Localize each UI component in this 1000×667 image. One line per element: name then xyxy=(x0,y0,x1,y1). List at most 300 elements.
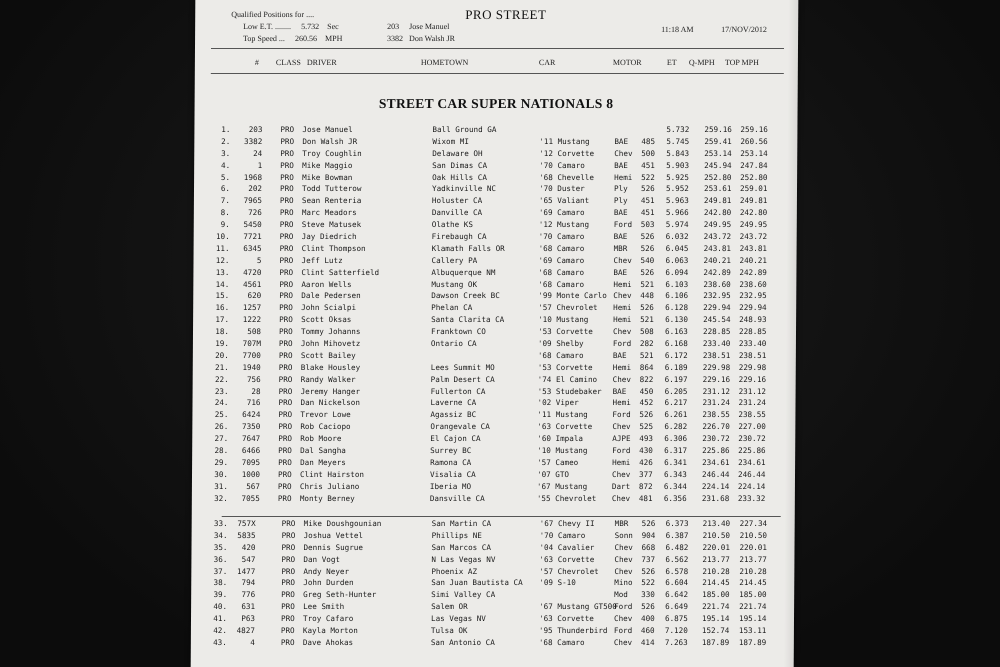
cell-class: PRO xyxy=(281,519,296,528)
cell-motor-make: Ford xyxy=(612,446,631,456)
cell-et: 6.317 xyxy=(664,446,688,456)
cell-et: 5.963 xyxy=(665,196,689,206)
cell-q-mph: 229.94 xyxy=(703,303,731,313)
cell-car-number: 794 xyxy=(241,578,256,588)
cell-hometown: Danville CA xyxy=(431,208,483,218)
cell-motor-make: BAE xyxy=(613,267,628,277)
cell-class: PRO xyxy=(278,446,292,456)
cell-motor-make: Chev xyxy=(614,542,633,552)
cell-et: 6.642 xyxy=(665,590,689,600)
cell-q-mph: 246.44 xyxy=(701,469,730,479)
cell-car: '57 Chevrolet xyxy=(538,303,598,313)
cell-q-mph: 243.72 xyxy=(703,232,732,242)
cell-et: 6.875 xyxy=(664,614,688,624)
cell-et: 5.732 xyxy=(666,125,690,134)
cell-position: 9. xyxy=(220,220,230,230)
cell-hometown: Holuster CA xyxy=(431,196,483,206)
cell-motor-size: 481 xyxy=(638,493,653,503)
print-date: 17/NOV/2012 xyxy=(721,25,767,34)
cell-motor-size: 377 xyxy=(638,469,653,479)
cell-top-mph: 187.89 xyxy=(738,637,767,647)
cell-class: PRO xyxy=(281,602,295,612)
cell-driver: Rob Caciopo xyxy=(300,422,351,432)
cell-hometown: Laverne CA xyxy=(430,398,477,408)
cell-position: 12. xyxy=(215,255,230,265)
cell-motor-size: 452 xyxy=(639,398,654,408)
cell-q-mph: 210.28 xyxy=(702,566,730,576)
cell-car-number: 24 xyxy=(253,148,263,158)
cell-q-mph: 243.81 xyxy=(703,243,732,253)
cell-hometown: Firebaugh CA xyxy=(431,232,487,242)
cell-car: '53 Studebaker xyxy=(537,386,602,396)
cell-car-number: 6424 xyxy=(242,410,261,420)
cell-et: 6.189 xyxy=(664,362,688,372)
table-row xyxy=(192,458,795,470)
cell-q-mph: 245.54 xyxy=(703,315,731,325)
table-row xyxy=(193,387,796,399)
cell-car-number: 5835 xyxy=(237,530,256,540)
cell-motor-size: 521 xyxy=(640,315,654,325)
cell-top-mph: 238.55 xyxy=(738,410,766,420)
low-et-car: 203 xyxy=(387,22,400,31)
cell-motor-make: Chev xyxy=(613,255,632,265)
table-row xyxy=(193,351,796,363)
table-row xyxy=(193,315,796,327)
cell-car-number: 620 xyxy=(247,291,262,301)
table-row xyxy=(193,303,796,315)
cell-motor-size: 330 xyxy=(641,590,655,600)
table-row xyxy=(194,184,797,196)
cell-top-mph: 238.51 xyxy=(738,350,767,360)
cell-motor-make: Ford xyxy=(614,602,633,612)
table-row xyxy=(191,578,794,590)
cell-q-mph: 185.00 xyxy=(702,590,730,600)
cell-et: 6.306 xyxy=(664,434,688,444)
cell-hometown: Delaware OH xyxy=(432,148,483,158)
cell-class: PRO xyxy=(281,566,296,576)
cell-motor-size: 500 xyxy=(641,148,656,158)
cell-hometown: San Antonio CA xyxy=(430,637,495,647)
cell-class: PRO xyxy=(280,626,295,636)
cell-position: 27. xyxy=(214,434,229,444)
cell-q-mph: 226.70 xyxy=(702,422,730,432)
cell-motor-size: 485 xyxy=(641,136,656,146)
low-et-driver: Jose Manuel xyxy=(409,22,450,31)
cell-q-mph: 259.16 xyxy=(704,125,732,134)
cell-motor-size: 526 xyxy=(641,566,656,576)
cell-car-number: 7965 xyxy=(243,196,262,206)
cell-driver: Marc Meadors xyxy=(301,208,357,218)
cell-driver: Andy Neyer xyxy=(303,566,350,576)
cell-motor-make: Hemi xyxy=(613,315,632,325)
cell-class: PRO xyxy=(279,291,294,301)
cell-class: PRO xyxy=(279,279,294,289)
cell-car: '57 Chevrolet xyxy=(539,566,599,576)
cell-hometown: Albuquerque NM xyxy=(431,267,496,277)
cell-q-mph: 238.51 xyxy=(702,350,731,360)
cell-top-mph: 233.40 xyxy=(738,339,767,349)
cell-q-mph: 152.74 xyxy=(701,626,730,636)
cell-car-number: 776 xyxy=(241,590,256,600)
cell-q-mph: 249.81 xyxy=(703,196,732,206)
table-row xyxy=(194,232,797,244)
cell-class: PRO xyxy=(279,184,294,194)
cell-driver: Blake Housley xyxy=(300,362,361,372)
cell-et: 6.103 xyxy=(665,279,689,289)
cell-car: '68 Camaro xyxy=(538,279,585,289)
low-et-label: Low E.T. ........ xyxy=(243,22,292,31)
cell-driver: Randy Walker xyxy=(300,374,356,384)
cell-driver: Monty Berney xyxy=(299,493,355,503)
cell-car-number: 5 xyxy=(256,255,262,265)
cell-car-number: 7055 xyxy=(241,493,260,503)
cell-motor-make: Ford xyxy=(612,339,632,349)
cell-position: 39. xyxy=(213,590,228,600)
cell-hometown: Salem OR xyxy=(431,602,468,612)
table-row xyxy=(193,256,796,268)
cell-driver: Rob Moore xyxy=(300,434,342,444)
cell-hometown: Ontario CA xyxy=(430,339,477,349)
top-speed-driver: Don Walsh JR xyxy=(409,34,455,43)
table-row xyxy=(194,149,797,161)
cell-top-mph: 227.34 xyxy=(739,519,768,528)
cell-class: PRO xyxy=(279,196,294,206)
cell-q-mph: 238.55 xyxy=(702,410,730,420)
cell-top-mph: 246.44 xyxy=(737,469,766,479)
cell-driver: Jose Manuel xyxy=(302,125,353,134)
cell-car: '68 Chevelle xyxy=(539,172,594,182)
cell-hometown: El Cajon CA xyxy=(430,434,481,444)
cell-hometown: San Juan Bautista CA xyxy=(431,578,523,588)
cell-motor-size: 450 xyxy=(639,386,654,396)
cell-class: PRO xyxy=(280,125,295,134)
cell-motor-make: Chev xyxy=(611,493,631,503)
cell-car-number: 1000 xyxy=(241,469,261,479)
cell-motor-size: 522 xyxy=(641,578,656,588)
cell-q-mph: 249.95 xyxy=(703,220,732,230)
cell-driver: John Scialpi xyxy=(301,303,357,313)
cell-motor-make: BAE xyxy=(612,386,627,396)
cell-class: PRO xyxy=(278,374,293,384)
cell-top-mph: 210.50 xyxy=(739,530,768,540)
cell-top-mph: 228.85 xyxy=(738,327,767,337)
cell-driver: Aaron Wells xyxy=(301,279,352,289)
table-row xyxy=(192,434,795,446)
cell-motor-make: Ply xyxy=(613,196,628,206)
cell-position: 30. xyxy=(214,469,229,479)
cell-motor-make: Chev xyxy=(614,148,633,158)
cell-car: '70 Camaro xyxy=(539,160,585,170)
cell-motor-size: 668 xyxy=(641,542,656,552)
cell-motor-make: AJPE xyxy=(612,434,631,444)
cell-et: 6.373 xyxy=(665,519,689,528)
table-row xyxy=(193,375,796,387)
cell-motor-make: Ford xyxy=(613,626,633,636)
cell-top-mph: 252.80 xyxy=(740,172,768,182)
cell-car-number: 203 xyxy=(248,125,263,134)
table-row xyxy=(193,268,796,280)
table-row xyxy=(192,446,795,458)
table-row xyxy=(192,519,795,531)
cell-class: PRO xyxy=(277,469,292,479)
cell-car-number: 6345 xyxy=(243,243,262,253)
cell-driver: John Mihovetz xyxy=(300,339,361,349)
cell-hometown: Agassiz BC xyxy=(430,410,477,420)
cell-q-mph: 231.12 xyxy=(702,386,731,396)
cell-et: 5.903 xyxy=(666,160,690,170)
cell-car: '57 Cameo xyxy=(537,457,579,467)
cell-motor-make: BAE xyxy=(614,160,628,170)
cell-driver: Steve Matusek xyxy=(301,220,362,230)
cell-motor-make: BAE xyxy=(613,208,628,218)
cell-motor-make: MBR xyxy=(614,519,629,528)
cell-car: '68 Camaro xyxy=(538,243,585,253)
col-topmph: TOP MPH xyxy=(724,58,759,67)
cell-top-mph: 224.14 xyxy=(737,481,766,491)
cell-hometown: Yadkinville NC xyxy=(431,184,497,194)
cell-hometown: Las Vegas NV xyxy=(430,614,486,624)
cell-q-mph: 233.40 xyxy=(702,339,731,349)
cell-driver: Clint Hairston xyxy=(299,469,365,479)
cell-position: 31. xyxy=(214,481,228,491)
cell-motor-make: Hemi xyxy=(613,279,632,289)
cell-et: 6.106 xyxy=(665,291,689,301)
cell-motor-size: 526 xyxy=(640,232,655,242)
cell-car: '68 Camaro xyxy=(537,350,584,360)
cell-motor-size: 904 xyxy=(641,530,656,540)
cell-motor-make: BAE xyxy=(614,136,629,146)
cell-position: 24. xyxy=(214,398,229,408)
cell-position: 32. xyxy=(214,493,228,503)
cell-q-mph: 253.61 xyxy=(703,184,732,194)
cell-hometown: Lees Summit MO xyxy=(430,362,495,372)
cell-position: 26. xyxy=(214,422,229,432)
cell-motor-make: Mino xyxy=(614,578,633,588)
cell-top-mph: 229.16 xyxy=(738,374,767,384)
cell-car-number: 4561 xyxy=(243,279,262,289)
cell-driver: Kayla Morton xyxy=(302,626,358,636)
cell-car: '53 Corvette xyxy=(537,327,593,337)
cell-driver: Scott Oksas xyxy=(301,315,352,325)
cell-q-mph: 242.89 xyxy=(703,267,731,277)
cell-driver: Dale Pedersen xyxy=(301,291,361,301)
cell-et: 6.168 xyxy=(664,339,688,349)
cell-driver: Trevor Lowe xyxy=(300,410,351,420)
cell-et: 6.063 xyxy=(665,255,689,265)
cell-driver: Dennis Sugrue xyxy=(303,542,363,552)
cell-top-mph: 153.11 xyxy=(738,626,767,636)
cell-et: 6.261 xyxy=(664,410,688,420)
cell-hometown: San Marcos CA xyxy=(431,542,491,552)
cell-top-mph: 221.74 xyxy=(739,602,767,612)
cell-et: 6.341 xyxy=(664,457,687,467)
cell-et: 6.282 xyxy=(664,422,688,432)
cell-top-mph: 231.24 xyxy=(738,398,766,408)
cell-top-mph: 234.61 xyxy=(738,457,766,467)
cell-car-number: 508 xyxy=(247,327,262,337)
cell-top-mph: 229.98 xyxy=(738,362,767,372)
cell-motor-size: 526 xyxy=(639,410,654,420)
cell-class: PRO xyxy=(281,578,296,588)
table-row xyxy=(194,137,797,149)
top-speed-line xyxy=(231,33,455,45)
cell-car-number: 4720 xyxy=(243,267,262,277)
cell-class: PRO xyxy=(278,339,293,349)
low-et-unit: Sec xyxy=(327,22,339,31)
cell-motor-make: Chev xyxy=(613,291,632,301)
table-row xyxy=(192,531,795,543)
cell-position: 8. xyxy=(220,208,230,218)
cell-hometown: Simi Valley CA xyxy=(431,590,496,600)
cell-car-number: 4 xyxy=(250,637,255,647)
cell-hometown: Mustang OK xyxy=(431,279,478,289)
cell-position: 21. xyxy=(215,362,229,372)
cell-motor-size: 460 xyxy=(640,626,655,636)
cell-car-number: 7647 xyxy=(241,434,261,444)
cell-top-mph: 248.93 xyxy=(739,315,767,325)
cell-car-number: 1 xyxy=(257,160,263,170)
cell-motor-make: Hemi xyxy=(612,398,631,408)
cell-motor-size: 521 xyxy=(640,279,655,289)
cell-position: 20. xyxy=(215,350,229,360)
cell-car-number: 707M xyxy=(242,339,261,349)
cell-hometown: N Las Vegas NV xyxy=(431,554,496,564)
cell-car: '10 Mustang xyxy=(538,315,589,325)
cell-car: '12 Mustang xyxy=(538,220,590,230)
cell-position: 33. xyxy=(213,519,228,528)
cell-position: 4. xyxy=(220,160,231,170)
cell-motor-make: Ford xyxy=(612,410,631,420)
cell-top-mph: 210.28 xyxy=(739,566,767,576)
cell-hometown: Fullerton CA xyxy=(430,386,486,396)
cell-driver: Mike Bowman xyxy=(302,172,353,182)
table-row xyxy=(191,567,794,579)
cell-car-number: 1257 xyxy=(242,303,262,313)
cell-et: 5.925 xyxy=(666,172,689,182)
cell-q-mph: 220.01 xyxy=(702,542,730,552)
cell-et: 6.205 xyxy=(664,386,688,396)
table-row xyxy=(193,327,796,339)
cell-top-mph: 249.95 xyxy=(739,220,768,230)
table-row xyxy=(191,555,794,567)
cell-hometown: Franktown CO xyxy=(430,327,486,337)
col-num: # xyxy=(254,58,259,67)
cell-class: PRO xyxy=(280,637,295,647)
table-row xyxy=(191,638,794,650)
table-row xyxy=(194,208,797,220)
cell-car-number: P63 xyxy=(241,614,256,624)
qualifier-cutoff-rule xyxy=(222,516,781,517)
cell-motor-size: 540 xyxy=(640,255,655,265)
cell-motor-make: Ply xyxy=(613,184,628,194)
table-row xyxy=(194,220,797,232)
cell-q-mph: 229.16 xyxy=(702,374,731,384)
cell-motor-size: 282 xyxy=(639,339,654,349)
cell-motor-make: Dart xyxy=(611,481,631,491)
cell-class: PRO xyxy=(280,614,295,624)
cell-top-mph: 232.95 xyxy=(739,291,767,301)
table-row xyxy=(192,410,795,422)
cell-et: 6.578 xyxy=(665,566,689,576)
cell-position: 40. xyxy=(213,602,228,612)
table-row xyxy=(191,614,794,626)
cell-q-mph: 225.86 xyxy=(702,446,730,456)
cell-q-mph: 228.85 xyxy=(702,327,731,337)
cell-class: PRO xyxy=(277,481,292,491)
cell-car-number: 7350 xyxy=(242,422,261,432)
cell-q-mph: 230.72 xyxy=(702,434,730,444)
cell-q-mph: 195.14 xyxy=(701,614,730,624)
cell-hometown: Iberia MO xyxy=(429,481,472,491)
cell-motor-size: 526 xyxy=(640,184,655,194)
cell-position: 14. xyxy=(215,279,230,289)
cell-motor-make: Mod xyxy=(614,590,628,600)
cell-top-mph: 213.77 xyxy=(739,554,767,564)
table-row xyxy=(194,125,797,137)
cell-driver: Greg Seth-Hunter xyxy=(303,590,377,600)
cell-et: 6.217 xyxy=(664,398,688,408)
cell-motor-size: 526 xyxy=(641,602,655,612)
cell-top-mph: 259.16 xyxy=(740,125,768,134)
cell-driver: Jay Diedrich xyxy=(301,232,357,242)
cell-top-mph: 240.21 xyxy=(739,255,767,265)
cell-car-number: 1968 xyxy=(243,172,263,182)
cell-et: 6.387 xyxy=(665,530,689,540)
cell-class: PRO xyxy=(279,303,293,313)
cell-car: '68 Camaro xyxy=(538,267,585,277)
cell-motor-make: Chev xyxy=(613,614,633,624)
cell-et: 6.649 xyxy=(665,602,688,612)
cell-top-mph: 247.84 xyxy=(740,160,768,170)
cell-motor-make: MBR xyxy=(613,243,628,253)
cell-car-number: 3382 xyxy=(244,136,263,146)
cell-car-number: 7721 xyxy=(243,232,262,242)
cell-class: PRO xyxy=(277,493,292,503)
cell-motor-size: 493 xyxy=(639,434,654,444)
cell-motor-size: 526 xyxy=(640,243,655,253)
cell-et: 6.045 xyxy=(665,243,689,253)
cell-position: 10. xyxy=(215,232,230,242)
table-row xyxy=(192,470,795,482)
cell-motor-size: 508 xyxy=(639,327,654,337)
cell-q-mph: 240.21 xyxy=(703,255,731,265)
top-speed-car: 3382 xyxy=(387,34,404,43)
cell-class: PRO xyxy=(278,386,293,396)
cell-car: '02 Viper xyxy=(537,398,579,408)
cell-driver: Dan Vogt xyxy=(303,554,341,564)
cell-driver: Joshua Vettel xyxy=(303,530,364,540)
cell-position: 37. xyxy=(213,566,228,576)
cell-car: '95 Thunderbird xyxy=(538,626,608,636)
cell-position: 43. xyxy=(213,637,227,647)
cell-class: PRO xyxy=(278,422,293,432)
cell-hometown: Palm Desert CA xyxy=(430,374,495,384)
cell-et: 5.966 xyxy=(665,208,689,218)
cell-driver: Lee Smith xyxy=(303,602,345,612)
cell-q-mph: 231.24 xyxy=(702,398,730,408)
cell-et: 6.172 xyxy=(664,350,688,360)
cell-motor-size: 526 xyxy=(640,267,655,277)
cell-et: 6.197 xyxy=(664,374,688,384)
cell-top-mph: 242.80 xyxy=(739,208,768,218)
cell-car: '53 Corvette xyxy=(537,362,593,372)
cell-motor-make: BAE xyxy=(612,350,627,360)
cell-top-mph: 230.72 xyxy=(738,434,766,444)
cell-car: '65 Valiant xyxy=(538,196,590,206)
cell-et: 7.120 xyxy=(664,626,688,636)
cell-hometown: San Dimas CA xyxy=(432,160,488,170)
cell-position: 17. xyxy=(215,315,230,325)
